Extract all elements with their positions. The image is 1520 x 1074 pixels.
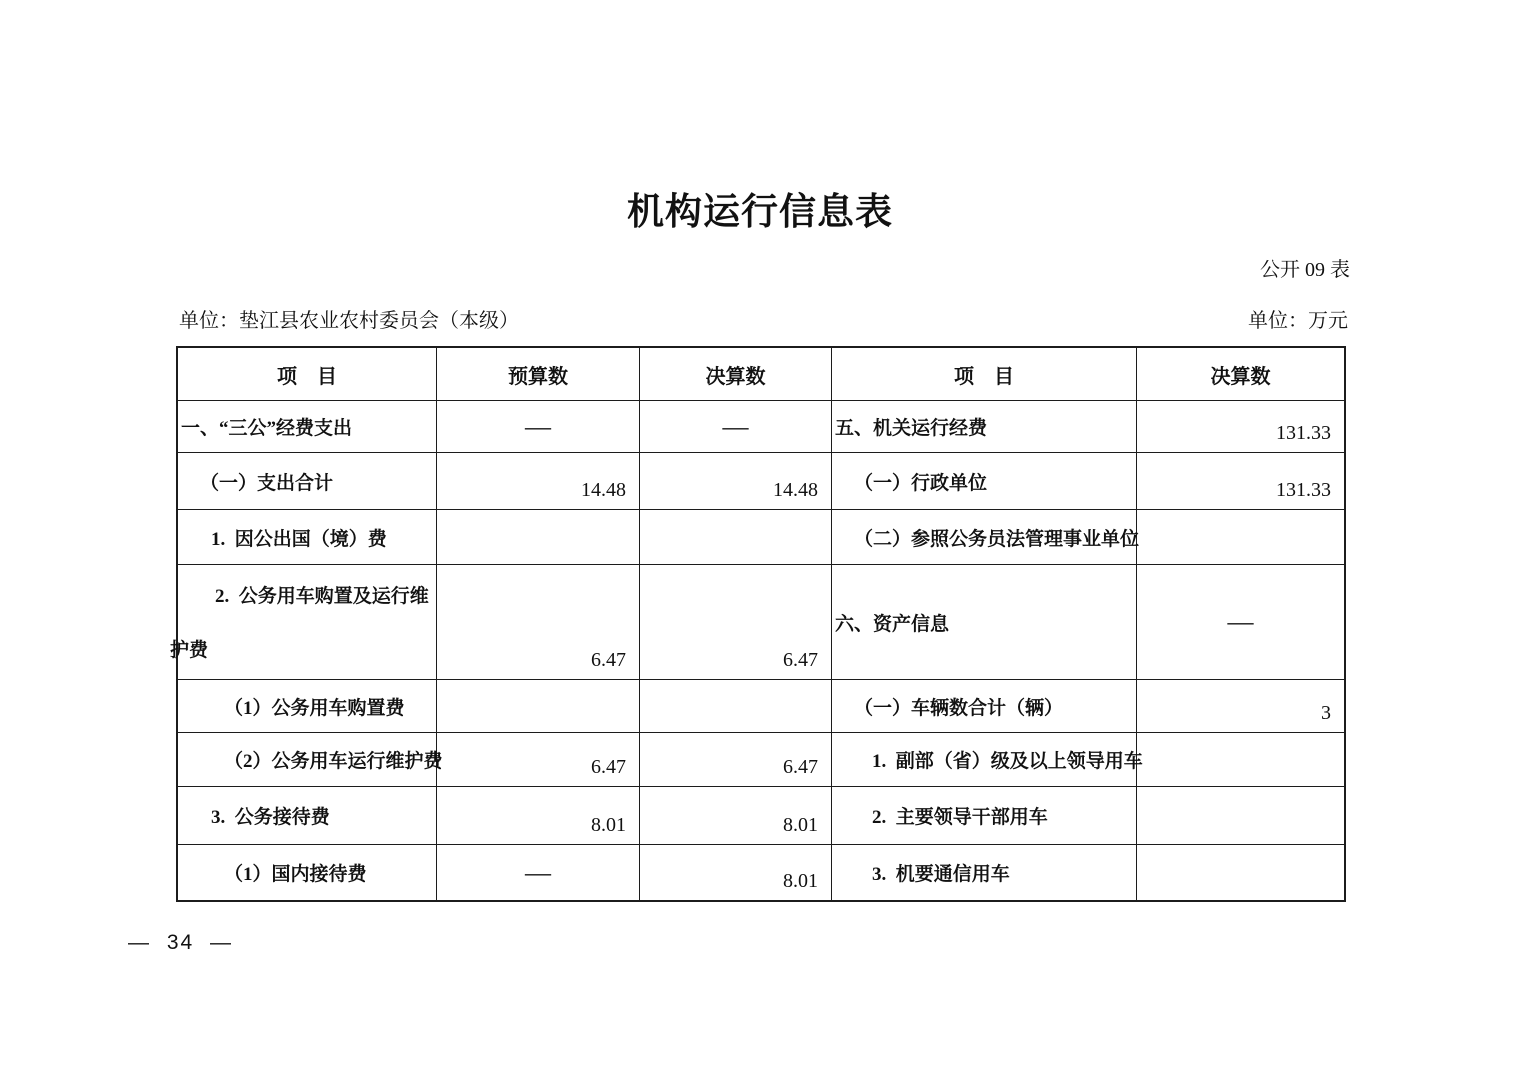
final-value-cell: 8.01 [640,845,832,900]
final-value-cell: 3 [1137,680,1344,733]
item-label-cell: 1. 因公出国（境）费 [178,510,437,565]
item-label-line1: 2. 公务用车购置及运行维 [215,586,429,607]
final-value-cell [1137,787,1344,845]
budget-value-cell: 8.01 [437,787,640,845]
budget-value-cell [437,510,640,565]
institution-operation-table [170,346,1346,902]
item-label-cell: （1）国内接待费 [178,845,437,900]
item-label-cell: （2）公务用车运行维护费 [178,733,437,787]
budget-value-cell: 14.48 [437,453,640,510]
item-label-cell: 3. 公务接待费 [178,787,437,845]
unit-currency-label: 单位：万元 [1248,310,1348,332]
table-code-label: 公开 09 表 [1260,259,1350,281]
final-value-cell [1137,733,1344,787]
item-label-cell: 2. 主要领导干部用车 [832,787,1137,845]
item-label-cell: 1. 副部（省）级及以上领导用车 [832,733,1137,787]
item-label-cell [170,565,437,680]
final-value-cell [1137,845,1344,900]
final-value-cell: 14.48 [640,453,832,510]
final-value-cell: 6.47 [640,565,832,680]
page-number: — 34 — [128,931,234,954]
budget-value-cell: 6.47 [437,733,640,787]
item-label-cell: （一）车辆数合计（辆） [832,680,1137,733]
item-label-cell: 五、机关运行经费 [832,401,1137,453]
final-value-cell [640,680,832,733]
item-label-cell: （一）行政单位 [832,453,1137,510]
col-header-budget: 预算数 [437,348,640,401]
item-label-line2: 护费 [170,640,209,661]
item-label-cell: 3. 机要通信用车 [832,845,1137,900]
col-header-item-left: 项 目 [178,348,437,401]
budget-value-cell [437,680,640,733]
final-value-cell [1137,510,1344,565]
budget-value-cell: — [437,845,640,900]
unit-name-label: 单位：垫江县农业农村委员会（本级） [179,310,519,332]
final-value-cell: 131.33 [1137,401,1344,453]
item-label-cell: （一）支出合计 [178,453,437,510]
item-label-cell: （二）参照公务员法管理事业单位 [832,510,1137,565]
budget-value-cell: — [437,401,640,453]
col-header-final-left: 决算数 [640,348,832,401]
col-header-item-right: 项 目 [832,348,1137,401]
final-value-cell: — [1137,565,1344,680]
col-header-final-right: 决算数 [1137,348,1344,401]
final-value-cell [640,510,832,565]
final-value-cell: — [640,401,832,453]
item-label-cell: 一、“三公”经费支出 [178,401,437,453]
item-label-cell: （1）公务用车购置费 [178,680,437,733]
item-label-cell: 六、资产信息 [832,565,1137,680]
budget-value-cell: 6.47 [437,565,640,680]
final-value-cell: 131.33 [1137,453,1344,510]
page-title: 机构运行信息表 [627,192,893,233]
final-value-cell: 8.01 [640,787,832,845]
final-value-cell: 6.47 [640,733,832,787]
